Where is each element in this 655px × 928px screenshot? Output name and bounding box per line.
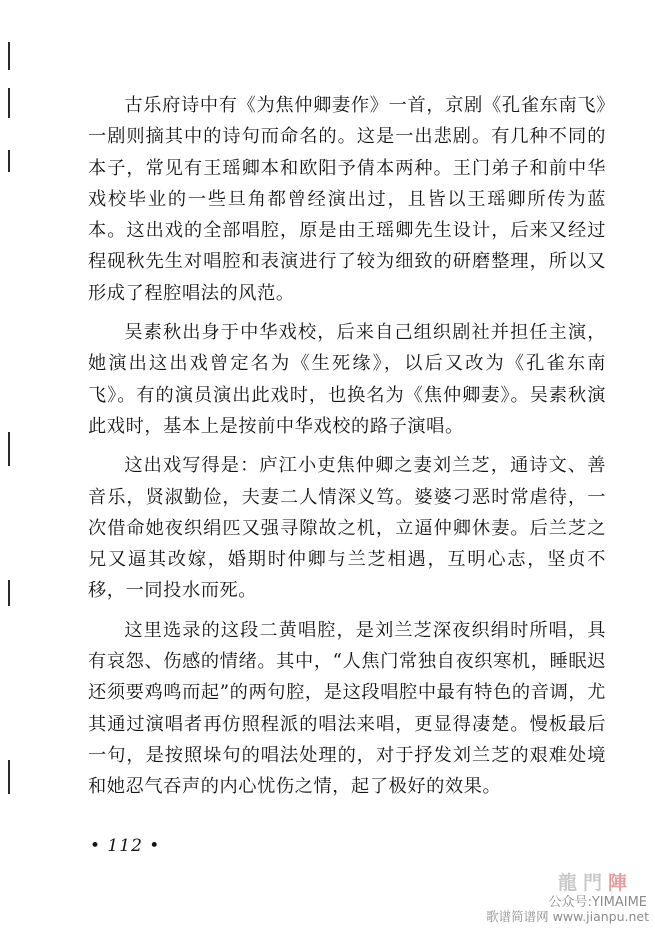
watermark-logo-accent: 陣 [607,872,633,894]
binding-mark [8,42,10,70]
watermark-site: 歌谱简谱网 www.jianpu.net [486,909,649,924]
binding-mark [8,760,10,794]
paragraph-aria-analysis: 这里选录的这段二黄唱腔，是刘兰芝深夜织绢时所唱，具有哀怨、伤感的情绪。其中，“人焦门常独自夜织寒机，睡眠迟还须要鸡鸣而起”的两句腔，是这段唱腔中最有特色的音调，尤其通过演唱者再仿照程派的唱法来唱，更显得凄楚。慢板最后一句，是按照垛句的唱法处理的，对于抒发刘兰芝的艰难处境和她忍气吞声的内心忧伤之情，起了极好的效果。 [88,619,606,798]
binding-mark [8,432,10,466]
paragraph-intro: 古乐府诗中有《为焦仲卿妻作》一首，京剧《孔雀东南飞》一剧则摘其中的诗句而命名的。这是一出悲剧。有几种不同的本子，常见有王瑶卿本和欧阳予倩本两种。王门弟子和前中华戏校毕业的一些旦角都曾经演出过，且皆以王瑶卿所传为蓝本。这出戏的全部唱腔，原是由王瑶卿先生设计，后来又经过程砚秋先生对唱腔和表演进行了较为细致的研磨整理，所以又形成了程腔唱法的风范。 [88,95,606,304]
page-body [88,90,606,811]
watermark-logo-text: 龍門 [557,872,608,894]
watermark-logo [529,868,633,892]
binding-mark [8,88,10,118]
watermark-account: 公众号:YIMAIME [548,895,647,910]
paragraph-wu-suqiu: 吴素秋出身于中华戏校，后来自己组织剧社并担任主演，她演出这出戏曾定名为《生死缘》，以后又改为《孔雀东南飞》。有的演员演出此戏时，也换名为《焦仲卿妻》。吴素秋演此戏时，基本上是按前中华戏校的路子演唱。 [88,322,606,437]
binding-mark [8,580,10,606]
paragraph-plot: 这出戏写得是：庐江小吏焦仲卿之妻刘兰芝，通诗文、善音乐，贤淑勤俭，夫妻二人情深义笃。婆婆刁恶时常虐待，一次借命她夜织绢匹又强寻隙故之机，立逼仲卿休妻。后兰芝之兄又逼其改嫁，婚期时仲卿与兰芝相遇，互明心志，坚贞不移，一同投水而死。 [88,455,606,602]
page-number: • 112 • [90,836,161,856]
binding-mark [8,150,10,172]
